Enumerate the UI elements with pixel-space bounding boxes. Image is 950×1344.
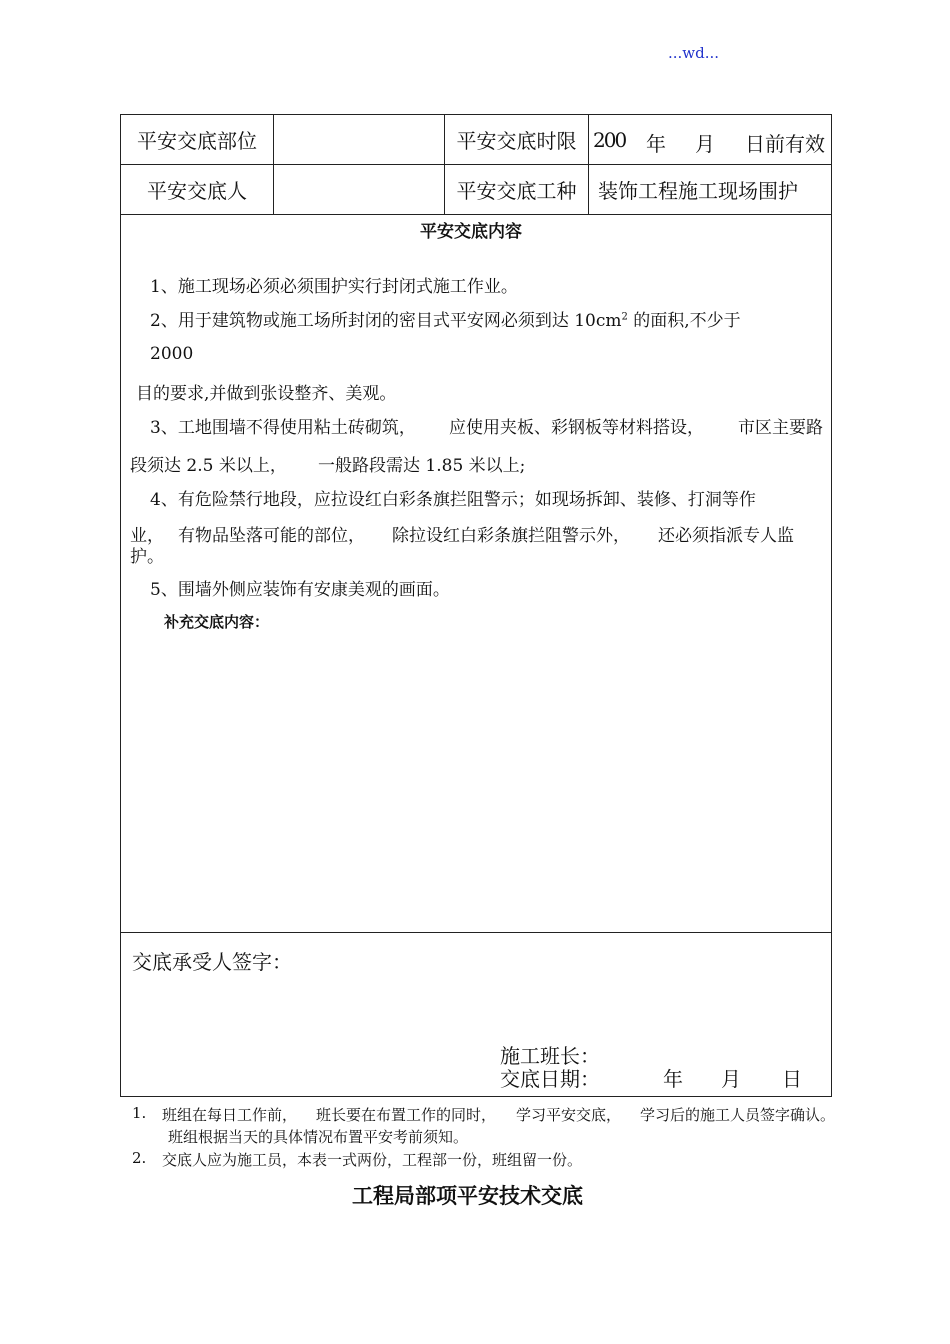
date-day: 日 <box>782 1067 802 1091</box>
trade-value: 装饰工程施工现场围护 <box>598 179 798 203</box>
part-value[interactable] <box>274 115 444 164</box>
item-4-text-f: 护。 <box>130 547 164 567</box>
row-divider-3 <box>120 932 832 933</box>
item-3-text-a: 3、工地围墙不得使用粘土砖砌筑， <box>150 418 416 438</box>
date-year: 年 <box>663 1067 683 1091</box>
item-2-line <box>150 306 741 331</box>
document-title: 工程局部项平安技术交底 <box>352 1183 583 1208</box>
period-year: 200 <box>593 128 626 152</box>
note-1-text-e: 班组根据当天的具体情况布置平安考前须知。 <box>168 1128 469 1146</box>
item-2-superscript: 2 <box>621 311 628 323</box>
person-value[interactable] <box>274 165 444 214</box>
receiver-signature-label: 交底承受人签字： <box>132 950 292 974</box>
part-label: 平安交底部位 <box>137 129 257 153</box>
note-1-text-d: 学习后的施工人员签字确认。 <box>640 1106 836 1124</box>
note-2-number: 2. <box>132 1149 147 1167</box>
note-1-text-b: 班长要在布置工作的同时， <box>316 1106 497 1124</box>
note-1-text-a: 班组在每日工作前， <box>162 1106 298 1124</box>
item-2-text-a: 2、用于建筑物或施工场所封闭的密目式平安网必须到达 10cm <box>150 311 622 331</box>
item-4-text-e: 还必须指派专人监 <box>658 526 794 546</box>
date-month: 月 <box>721 1067 741 1091</box>
handover-date-label: 交底日期： <box>500 1067 600 1091</box>
person-label: 平安交底人 <box>147 179 247 203</box>
header-mark: ...wd... <box>668 44 720 62</box>
supplement-label: 补充交底内容： <box>164 613 270 631</box>
note-1-text-c: 学习平安交底， <box>516 1106 622 1124</box>
item-2-text-b: 的面积,不少于 <box>627 311 741 331</box>
row-divider-2 <box>120 214 832 215</box>
item-4-text-a: 4、有危险禁行地段，应拉设红白彩条旗拦阻警示；如现场拆卸、装修、打洞等作 <box>150 490 756 510</box>
item-3-text-d: 段须达 2.5 米以上， <box>130 456 287 476</box>
item-3-text-c: 市区主要路 <box>738 418 823 438</box>
item-4-text-d: 除拉设红白彩条旗拦阻警示外， <box>392 526 630 546</box>
item-3-text-b: 应使用夹板、彩钢板等材料搭设， <box>449 418 704 438</box>
period-month-unit: 月 <box>695 132 715 156</box>
item-4-text-b: 业， <box>130 526 164 546</box>
item-3-text-e: 一般路段需达 1.85 米以上; <box>318 456 526 476</box>
item-4-text-c: 有物品坠落可能的部位， <box>178 526 365 546</box>
period-label: 平安交底时限 <box>456 129 577 153</box>
item-2-continuation: 目的要求,并做到张设整齐、美观。 <box>136 384 397 404</box>
period-year-unit: 年 <box>646 132 666 156</box>
note-1-number: 1. <box>132 1104 147 1122</box>
note-2-text: 交底人应为施工员，本表一式两份，工程部一份，班组留一份。 <box>162 1151 583 1169</box>
item-1: 1、施工现场必须必须围护实行封闭式施工作业。 <box>150 277 518 297</box>
period-suffix: 日前有效 <box>745 132 825 156</box>
team-leader-label: 施工班长： <box>500 1044 600 1068</box>
item-5: 5、围墙外侧应装饰有安康美观的画面。 <box>150 580 450 600</box>
item-2-number: 2000 <box>150 344 194 364</box>
trade-label: 平安交底工种 <box>456 179 577 203</box>
content-title: 平安交底内容 <box>420 222 522 242</box>
